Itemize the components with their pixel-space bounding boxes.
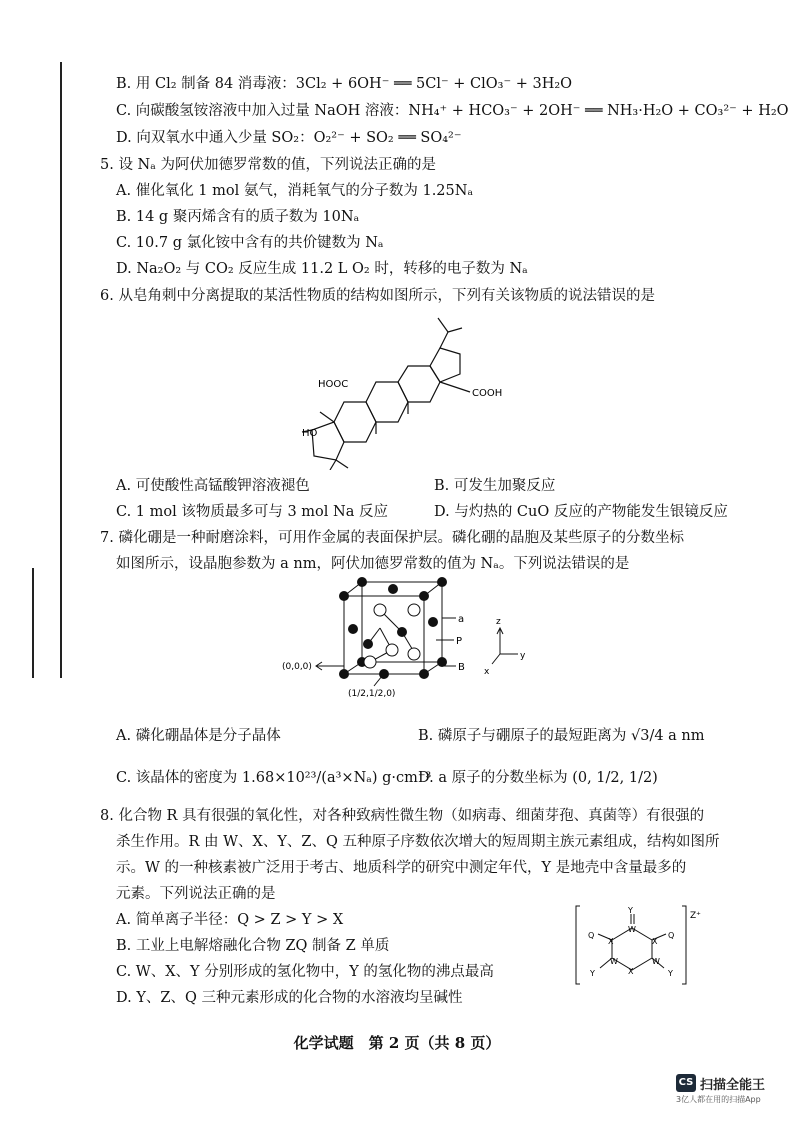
q5-stem: 5. 设 Nₐ 为阿伏加德罗常数的值，下列说法正确的是 — [100, 157, 436, 173]
q8-option-b: B. 工业上电解熔融化合物 ZQ 制备 Z 单质 — [116, 938, 390, 954]
x-left-label: X — [608, 937, 614, 946]
cooh-label: COOH — [472, 388, 503, 399]
q6-option-b: B. 可发生加聚反应 — [434, 478, 556, 494]
page-footer: 化学试题 第 2 页（共 8 页） — [293, 1034, 501, 1052]
binding-rule — [32, 568, 34, 678]
scanner-logo: CS — [676, 1074, 696, 1092]
hooc-label: HOOC — [318, 379, 349, 390]
q6-stem: 6. 从皂角刺中分离提取的某活性物质的结构如图所示，下列有关该物质的说法错误的是 — [100, 288, 655, 304]
scanner-watermark — [676, 1074, 776, 1106]
q-right-label: Q — [668, 931, 675, 940]
q8-stem-line3: 示。W 的一种核素被广泛用于考古、地质科学的研究中测定年代，Y 是地壳中含量最多的 — [116, 860, 687, 876]
y-right-label: Y — [668, 969, 673, 978]
q8-stem-line1: 8. 化合物 R 具有很强的氧化性，对各种致病性微生物（如病毒、细菌芽孢、真菌等）有很强的 — [100, 808, 705, 824]
axis-z-label: z — [496, 617, 501, 627]
q4-option-b: B. 用 Cl₂ 制备 84 消毒液：3Cl₂ + 6OH⁻ ══ 5Cl⁻ + ClO₃⁻ + 3H₂O — [116, 76, 573, 92]
q7-option-b: B. 磷原子与硼原子的最短距离为 √3/4 a nm — [418, 728, 705, 744]
margin-rule — [60, 62, 62, 678]
q-left-label: Q — [588, 931, 595, 940]
atom-p-label: P — [456, 636, 463, 647]
q8-stem-line4: 元素。下列说法正确的是 — [116, 886, 276, 902]
q6-option-a: A. 可使酸性高锰酸钾溶液褪色 — [116, 478, 310, 494]
ho-label: HO — [302, 428, 318, 439]
x-right-label: X — [652, 937, 658, 946]
fraction-coord-label: (1/2,1/2,0) — [348, 689, 396, 699]
z-plus-label: Z⁺ — [690, 911, 701, 921]
q5-option-d: D. Na₂O₂ 与 CO₂ 反应生成 11.2 L O₂ 时，转移的电子数为 Nₐ — [116, 261, 528, 277]
origin-label: (0,0,0) — [282, 662, 312, 672]
q7-option-a: A. 磷化硼晶体是分子晶体 — [116, 728, 281, 744]
q5-option-a: A. 催化氧化 1 mol 氨气，消耗氧气的分子数为 1.25Nₐ — [116, 183, 474, 199]
x-bottom-label: X — [628, 967, 634, 976]
y-top-label: Y — [628, 906, 633, 915]
q6-option-c: C. 1 mol 该物质最多可与 3 mol Na 反应 — [116, 504, 388, 520]
q4-option-d: D. 向双氧水中通入少量 SO₂：O₂²⁻ + SO₂ ══ SO₄²⁻ — [116, 130, 462, 146]
q8-stem-line2: 杀生作用。R 由 W、X、Y、Z、Q 五种原子序数依次增大的短周期主族元素组成，结构如图所 — [116, 834, 720, 850]
q7-option-d: D. a 原子的分数坐标为 (0, 1/2, 1/2) — [418, 770, 658, 786]
scanner-tagline: 3亿人都在用的扫描App — [676, 1095, 761, 1104]
y-left-label: Y — [590, 969, 595, 978]
w-top-label: W — [628, 925, 636, 934]
q8-option-d: D. Y、Z、Q 三种元素形成的化合物的水溶液均呈碱性 — [116, 990, 463, 1006]
q6-structure-diagram — [290, 310, 530, 470]
q8-option-c: C. W、X、Y 分别形成的氢化物中，Y 的氢化物的沸点最高 — [116, 964, 494, 980]
q4-option-c: C. 向碳酸氢铵溶液中加入过量 NaOH 溶液：NH₄⁺ + HCO₃⁻ + 2OH⁻ ══ NH₃·H₂O + CO₃²⁻ + H₂O — [116, 103, 789, 119]
w-right-label: W — [652, 957, 660, 966]
axis-x-label: x — [484, 667, 490, 677]
q7-stem-line1: 7. 磷化硼是一种耐磨涂料，可用作金属的表面保护层。磷化硼的晶胞及某些原子的分数坐标 — [100, 530, 684, 546]
q7-option-c: C. 该晶体的密度为 1.68×10²³/(a³×Nₐ) g·cm⁻³ — [116, 770, 432, 786]
q5-option-c: C. 10.7 g 氯化铵中含有的共价键数为 Nₐ — [116, 235, 384, 251]
q7-crystal-cell-diagram — [282, 574, 542, 710]
scanner-name: 扫描全能王 — [700, 1078, 766, 1093]
axis-y-label: y — [520, 651, 526, 661]
q8-structure-diagram — [574, 904, 704, 986]
w-left-label: W — [610, 957, 618, 966]
q7-stem-line2: 如图所示，设晶胞参数为 a nm，阿伏加德罗常数的值为 Nₐ。下列说法错误的是 — [116, 556, 630, 572]
q5-option-b: B. 14 g 聚丙烯含有的质子数为 10Nₐ — [116, 209, 360, 225]
q8-option-a: A. 简单离子半径：Q > Z > Y > X — [116, 912, 344, 928]
atom-a-label: a — [458, 614, 465, 625]
atom-b-label: B — [458, 662, 465, 673]
q6-option-d: D. 与灼热的 CuO 反应的产物能发生银镜反应 — [434, 504, 728, 520]
